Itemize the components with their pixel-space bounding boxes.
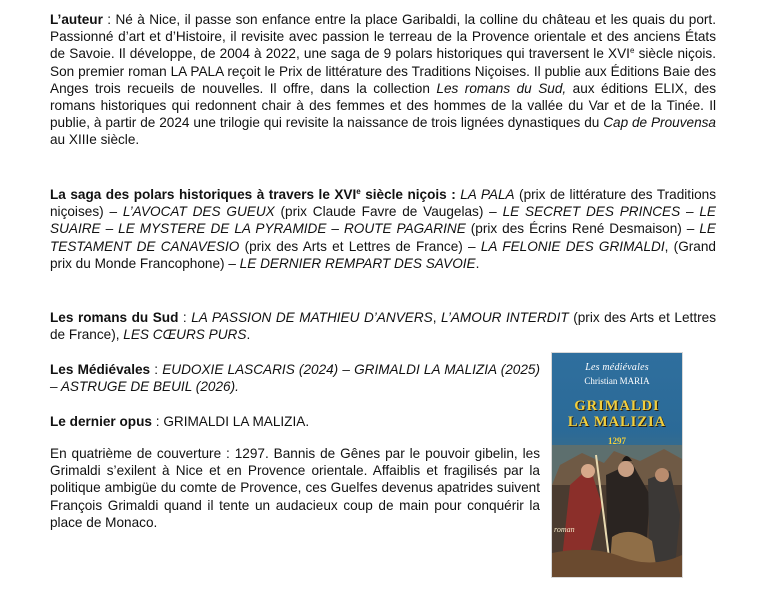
- book-title: LA PALA: [460, 187, 515, 202]
- romans-du-sud-label: Les romans du Sud: [50, 310, 179, 325]
- cover-genre-label: roman: [554, 525, 575, 534]
- cover-illustration: [552, 445, 682, 577]
- book-title: LE SUAIRE: [50, 204, 716, 237]
- romans-du-sud-paragraph: Les romans du Sud : LA PASSION DE MATHIEU D’ANVERS, L’AMOUR INTERDIT (prix des Arts et Lettres de France), LES CŒURS PURS.: [50, 310, 716, 343]
- book-title: LE MYSTERE DE LA PYRAMIDE: [118, 221, 327, 237]
- cover-title: GRIMALDI LA MALIZIA: [567, 398, 667, 430]
- book-title: LE TESTAMENT DE CANAVESIO: [50, 221, 716, 254]
- book-cover-image: [552, 353, 682, 577]
- medievales-label: Les Médiévales: [50, 362, 151, 377]
- book-title: LA FELONIE DES GRIMALDI: [480, 238, 665, 254]
- book-title: ROUTE PAGARINE: [343, 221, 466, 237]
- dernier-opus-label: Le dernier opus: [50, 414, 152, 429]
- book-title: LA PASSION DE MATHIEU D’ANVERS: [191, 310, 433, 325]
- author-paragraph: L’auteur : Né à Nice, il passe son enfance entre la place Garibaldi, la colline du château et les quais du port. Passionné d’art et d’Histoire, il revisite avec passion le terreau de la Provence orientale et des anciens États de Savoie. Il développe, de 2004 à 2022, une saga de 9 polars historiques qui traversent le XVIe siècle niçois. Son premier roman LA PALA reçoit le Prix de littérature des Traditions Niçoises. Il publie aux Éditions Baie des Anges trois recueils de nouvelles. Il offre, dans la collection Les romans du Sud, aux éditions ELIX, des romans historiques qui redonnent chair à des femmes et des hommes de la vallée du Var et de la Tinée. Il publie, à partir de 2024 une trilogie qui revisite la naissance de trois lignées dynastiques du Cap de Prouvensa au XIIIe siècle.: [50, 12, 717, 148]
- cover-series: Les médiévales: [585, 362, 649, 373]
- dernier-opus-paragraph: Le dernier opus : GRIMALDI LA MALIZIA.: [50, 414, 310, 429]
- cover-author: Christian MARIA: [584, 376, 650, 386]
- saga-paragraph: La saga des polars historiques à travers le XVIe siècle niçois : LA PALA (prix de littérature des Traditions niçoises) – L’AVOCAT DES GUEUX (prix Claude Favre de Vaugelas) – LE SECRET DES PRINCES – LE SUAIRE – LE MYSTERE DE LA PYRAMIDE – ROUTE PAGARINE (prix des Écrins René Desmaison) – LE TESTAMENT DE CANAVESIO (prix des Arts et Lettres de France) – LA FELONIE DES GRIMALDI, (Grand prix du Monde Francophone) – LE DERNIER REMPART DES SAVOIE.: [50, 187, 717, 271]
- author-label: L’auteur: [50, 12, 103, 27]
- saga-label: La saga des polars historiques à travers le XVIe siècle niçois :: [50, 187, 461, 202]
- back-cover-paragraph: En quatrième de couverture : 1297. Bannis de Gênes par le pouvoir gibelin, les Grimaldi s’exilent à Nice et en Provence orientale. Affaiblis et fragilisés par la politique ambigüe du comte de Provence, ces Guelfes devenus apatrides suivent François Grimaldi quand il tente un audacieux coup de main pour conquérir la place de Monaco.: [50, 446, 540, 530]
- book-title: L’AVOCAT DES GUEUX: [122, 204, 275, 220]
- book-title: LE SECRET DES PRINCES: [502, 204, 681, 220]
- medievales-paragraph: Les Médiévales : EUDOXIE LASCARIS (2024) – GRIMALDI LA MALIZIA (2025) – ASTRUGE DE BEUIL (2026).: [50, 362, 540, 395]
- book-title: LE DERNIER REMPART DES SAVOIE: [239, 255, 476, 271]
- cover-year: 1297: [608, 436, 626, 446]
- book-title: L’AMOUR INTERDIT: [441, 310, 569, 325]
- book-title: LES CŒURS PURS: [123, 327, 247, 343]
- medievales-list: EUDOXIE LASCARIS (2024) – GRIMALDI LA MALIZIA (2025) – ASTRUGE DE BEUIL (2026).: [50, 362, 540, 395]
